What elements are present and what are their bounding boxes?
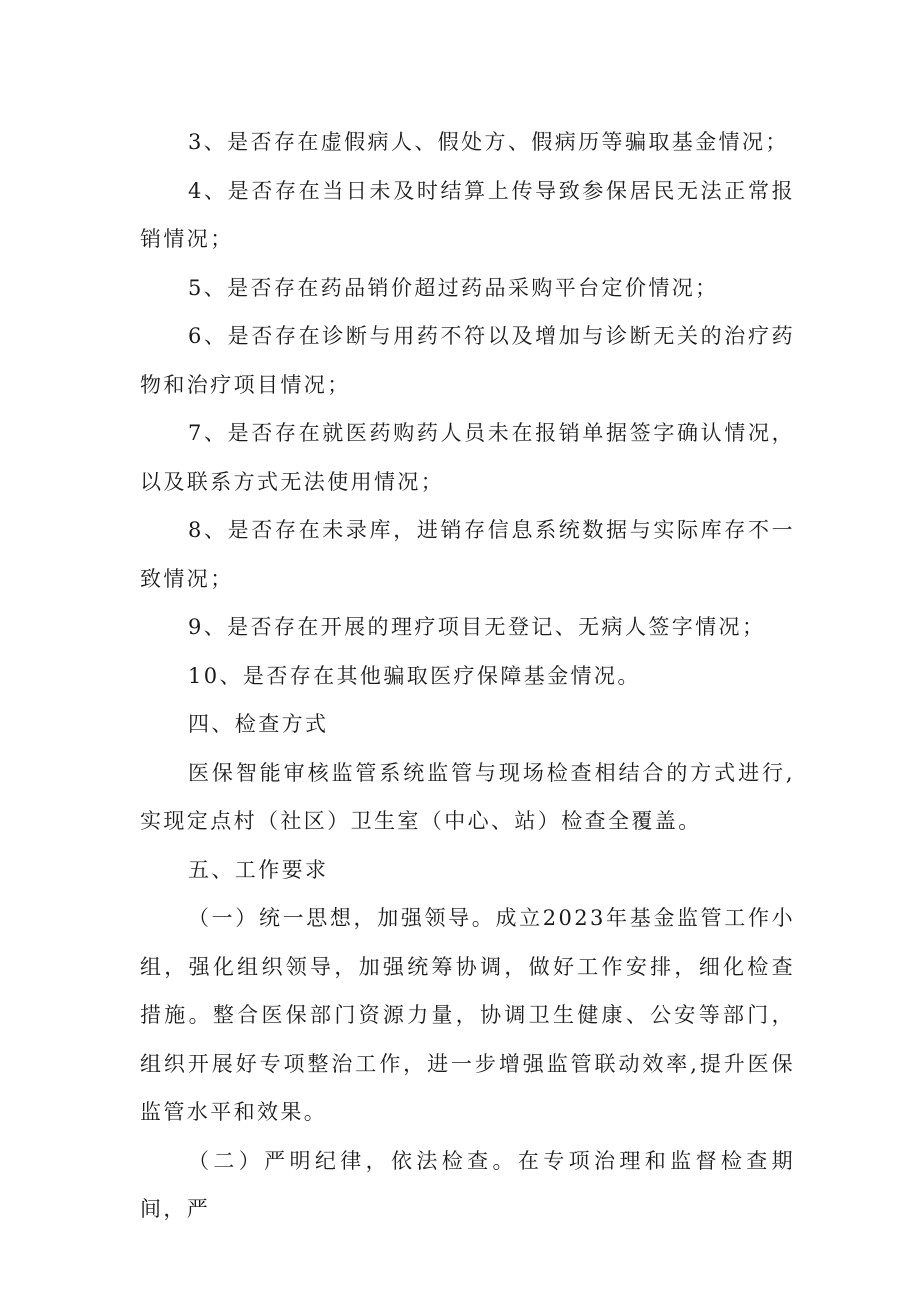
paragraph-inspection-method: 医保智能审核监管系统监管与现场检查相结合的方式进行,实现定点村（社区）卫生室（中心、站）检查全覆盖。	[140, 760, 795, 833]
section-heading-inspection-method: 四、检查方式	[188, 712, 329, 736]
document-page	[140, 118, 795, 1234]
paragraph-item-8: 8、是否存在未录库，进销存信息系统数据与实际库存不一致情况；	[140, 518, 795, 591]
section-heading-work-requirements: 五、工作要求	[188, 857, 329, 882]
paragraph-item-10: 10、是否存在其他骗取医疗保障基金情况。	[188, 663, 641, 688]
paragraph-item-5: 5、是否存在药品销价超过药品采购平台定价情况；	[188, 275, 719, 300]
paragraph-requirement-1: （一）统一思想，加强领导。成立2023年基金监管工作小组，强化组织领导，加强统筹协调，做好工作安排，细化检查措施。整合医保部门资源力量，协调卫生健康、公安等部门，组织开展好专项整治工作，进一步增强监管联动效率,提升医保监管水平和效果。	[140, 906, 795, 1124]
paragraph-item-6: 6、是否存在诊断与用药不符以及增加与诊断无关的治疗药物和治疗项目情况；	[140, 324, 795, 397]
paragraph-item-9: 9、是否存在开展的理疗项目无登记、无病人签字情况；	[188, 615, 766, 639]
paragraph-item-3: 3、是否存在虚假病人、假处方、假病历等骗取基金情况；	[188, 130, 789, 154]
paragraph-item-4: 4、是否存在当日未及时结算上传导致参保居民无法正常报销情况；	[140, 178, 795, 251]
paragraph-requirement-2: （二）严明纪律，依法检查。在专项治理和监督检查期间，严	[140, 1148, 795, 1221]
paragraph-item-7: 7、是否存在就医药购药人员未在报销单据签字确认情况，以及联系方式无法使用情况；	[140, 421, 795, 494]
